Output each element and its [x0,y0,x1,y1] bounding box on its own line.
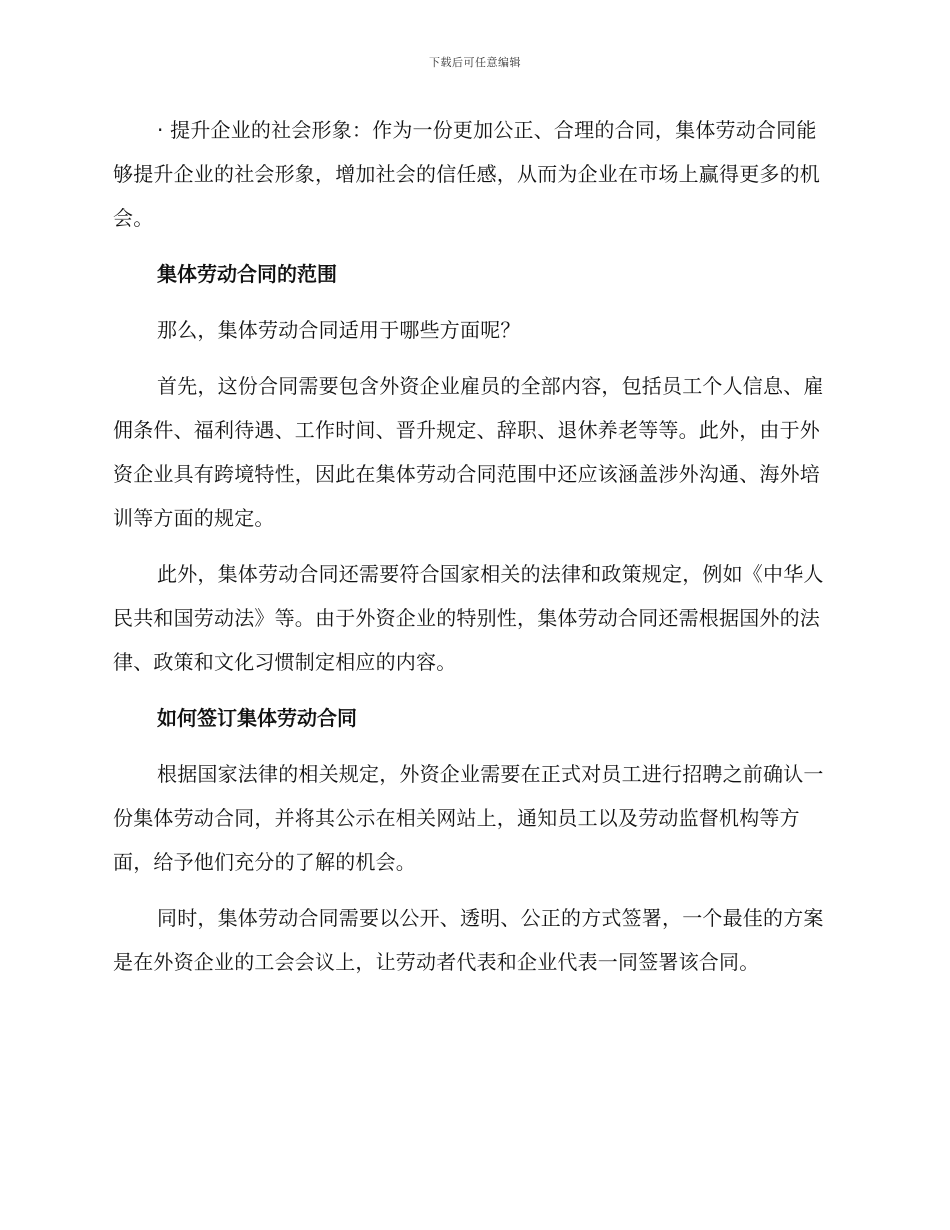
header-note: 下载后可任意编辑 [429,56,521,69]
paragraph-signing-method: 同时，集体劳动合同需要以公开、透明、公正的方式签署，一个最佳的方案是在外资企业的工会会议上，让劳动者代表和企业代表一同签署该合同。 [113,906,824,974]
paragraph-scope-question: 那么，集体劳动合同适用于哪些方面呢？ [157,318,521,342]
section-heading-scope: 集体劳动合同的范围 [157,262,337,286]
document-body [113,108,831,996]
paragraph-scope-content: 首先，这份合同需要包含外资企业雇员的全部内容，包括员工个人信息、雇佣条件、福利待遇、工作时间、晋升规定、辞职、退休养老等等。此外，由于外资企业具有跨境特性，因此在集体劳动合同范围中还应该涵盖涉外沟通、海外培训等方面的规定。 [113,374,824,530]
paragraph-signing-confirm: 根据国家法律的相关规定，外资企业需要在正式对员工进行招聘之前确认一份集体劳动合同，并将其公示在相关网站上，通知员工以及劳动监督机构等方面，给予他们充分的了解的机会。 [113,762,824,874]
paragraph-scope-legal: 此外，集体劳动合同还需要符合国家相关的法律和政策规定，例如《中华人民共和国劳动法》等。由于外资企业的特别性，集体劳动合同还需根据国外的法律、政策和文化习惯制定相应的内容。 [113,562,824,674]
section-heading-signing: 如何签订集体劳动合同 [157,706,357,730]
paragraph-social-image: · 提升企业的社会形象：作为一份更加公正、合理的合同，集体劳动合同能够提升企业的社会形象，增加社会的信任感，从而为企业在市场上赢得更多的机会。 [113,118,820,230]
